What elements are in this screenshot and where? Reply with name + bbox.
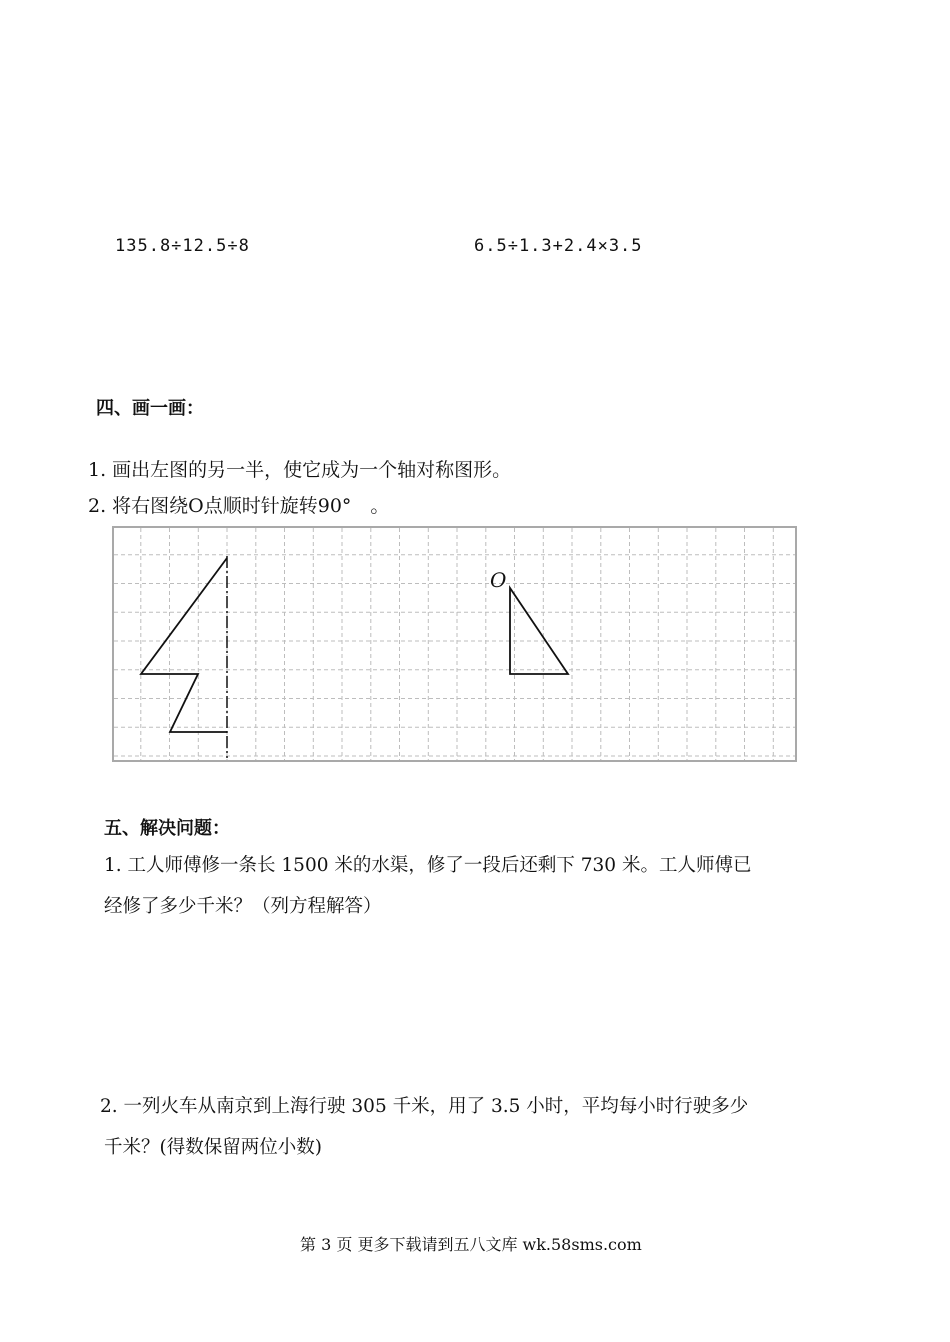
- section5-heading: 五、解决问题：: [104, 818, 230, 839]
- section4-heading: 四、画一画：: [96, 398, 204, 419]
- calc-left: 135.8÷12.5÷8: [115, 236, 250, 256]
- q2-line-2: 千米？(得数保留两位小数): [104, 1137, 322, 1158]
- section4-item-1: 1. 画出左图的另一半，使它成为一个轴对称图形。: [88, 459, 512, 481]
- q2-line-1: 2. 一列火车从南京到上海行驶 305 千米，用了 3.5 小时，平均每小时行驶多少: [100, 1096, 749, 1117]
- section4-item-2: 2. 将右图绕O点顺时针旋转90° 。: [88, 495, 390, 517]
- q1-line-2: 经修了多少千米？（列方程解答）: [104, 896, 382, 917]
- grid-frame: [113, 527, 796, 761]
- page-footer: 第 3 页 更多下载请到五八文库 wk.58sms.com: [300, 1235, 642, 1254]
- drawing-grid: [112, 526, 797, 762]
- right-triangle: [510, 588, 568, 674]
- half-figure: [141, 558, 227, 732]
- q1-line-1: 1. 工人师傅修一条长 1500 米的水渠，修了一段后还剩下 730 米。工人师傅已: [104, 855, 752, 876]
- calc-right: 6.5÷1.3+2.4×3.5: [474, 236, 643, 256]
- point-o-label: O: [490, 568, 507, 592]
